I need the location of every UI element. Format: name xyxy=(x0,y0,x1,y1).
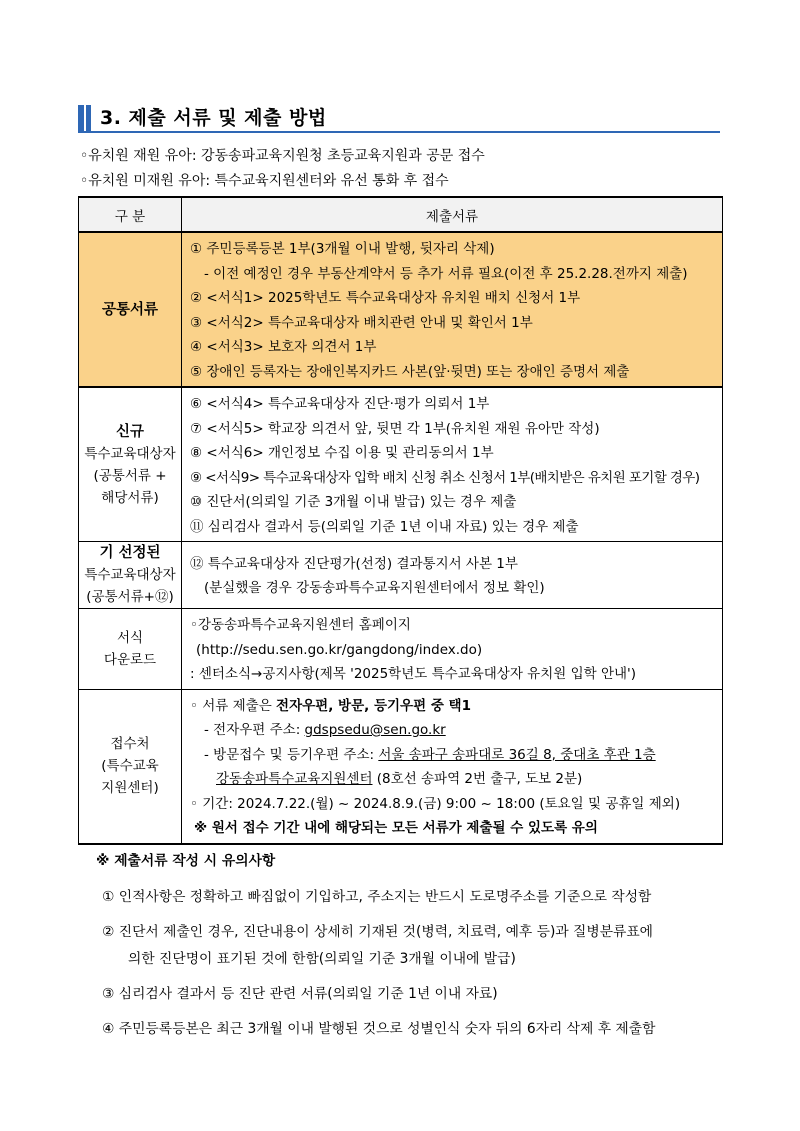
text: - 전자우편 주소: xyxy=(204,722,305,738)
doc-line: ◦강동송파특수교육지원센터 홈페이지 xyxy=(190,617,411,633)
category-label: 서식 xyxy=(116,629,144,646)
section-heading xyxy=(78,103,720,133)
download-info xyxy=(182,609,723,690)
doc-line xyxy=(190,694,716,719)
table-row-new xyxy=(79,387,723,542)
col-header-documents: 제출서류 xyxy=(182,197,723,232)
table-row-download xyxy=(79,609,723,690)
table-header-row xyxy=(79,197,723,232)
category-existing xyxy=(79,542,182,609)
category-label: 특수교육대상자 xyxy=(84,567,176,583)
doc-line xyxy=(190,718,716,743)
doc-line: ⑥ <서식4> 특수교육대상자 진단·평가 의뢰서 1부 xyxy=(190,396,490,412)
doc-line xyxy=(190,767,716,792)
doc-line: ⑦ <서식5> 학교장 의견서 앞, 뒷면 각 1부(유치원 재원 유아만 작성) xyxy=(190,420,600,437)
category-common xyxy=(79,232,182,387)
documents-table xyxy=(78,196,723,845)
doc-line: ④ <서식3> 보호자 의견서 1부 xyxy=(190,339,377,355)
note-item: ③ 심리검사 결과서 등 진단 관련 서류(의뢰일 기준 1년 이내 자료) xyxy=(102,986,498,1002)
doc-line: ⑫ 특수교육대상자 진단평가(선정) 결과통지서 사본 1부 xyxy=(190,555,518,572)
note-item: 의한 진단명이 표기된 것에 한함(의뢰일 기준 3개월 이내에 발급) xyxy=(128,951,516,967)
category-label: (공통서류+⑫) xyxy=(86,589,174,605)
text: ◦ 서류 제출은 xyxy=(190,697,277,714)
new-documents xyxy=(182,387,723,542)
note-item: ① 인적사항은 정확하고 빠짐없이 기입하고, 주소지는 반드시 도로명주소를 기준으로 작성함 xyxy=(102,889,652,905)
text: - 방문접수 및 등기우편 주소: xyxy=(204,746,379,763)
section-title: 3. 제출 서류 및 제출 방법 xyxy=(100,107,327,129)
doc-line xyxy=(190,743,716,768)
notes-section xyxy=(96,850,736,1043)
category-label: 지원센터) xyxy=(101,780,159,796)
homepage-link[interactable]: (http://sedu.sen.go.kr/gangdong/index.do) xyxy=(196,641,483,658)
address-text: 서울 송파구 송파대로 36길 8, 중대초 후관 1층 xyxy=(378,746,656,763)
doc-line: ① 주민등록등본 1부(3개월 이내 발행, 뒷자리 삭제) xyxy=(190,241,495,257)
note-item: ② 진단서 제출인 경우, 진단내용이 상세히 기재된 것(병력, 치료력, 예후 등)과 질병분류표에 xyxy=(102,924,654,940)
address-text: 강동송파특수교육지원센터 xyxy=(216,771,373,787)
intro-line: ◦유치원 재원 유아: 강동송파교육지원청 초등교육지원과 공문 접수 xyxy=(80,148,485,164)
category-label: (공통서류 + xyxy=(93,467,167,484)
category-label: 공통서류 xyxy=(101,301,159,318)
doc-line: ③ <서식2> 특수교육대상자 배치관련 안내 및 확인서 1부 xyxy=(190,314,533,331)
heading-accent-bar xyxy=(78,105,84,131)
category-label: 신규 xyxy=(115,423,144,440)
warning-note: ※ 원서 접수 기간 내에 해당되는 모든 서류가 제출될 수 있도록 유의 xyxy=(194,820,598,836)
category-reception xyxy=(79,689,182,844)
category-download xyxy=(79,609,182,690)
category-label: (특수교육 xyxy=(101,758,159,774)
doc-line: ⑧ <서식6> 개인정보 수집 이용 및 관리동의서 1부 xyxy=(190,445,494,461)
category-label: 특수교육대상자 xyxy=(84,445,176,462)
category-label: 다운로드 xyxy=(103,651,157,668)
heading-accent-bar xyxy=(86,105,91,131)
doc-line: - 이전 예정인 경우 부동산계약서 등 추가 서류 필요(이전 후 25.2.28.전까지 제출) xyxy=(204,265,688,282)
doc-line: ② <서식1> 2025학년도 특수교육대상자 유치원 배치 신청서 1부 xyxy=(190,290,581,306)
doc-line: ◦ 기간: 2024.7.22.(월) ~ 2024.8.9.(금) 9:00 ~ 18:00 (토요일 및 공휴일 제외) xyxy=(190,795,681,812)
table-row-reception xyxy=(79,689,723,844)
reception-info xyxy=(182,689,723,844)
doc-line: (분실했을 경우 강동송파특수교육지원센터에서 정보 확인) xyxy=(204,580,545,596)
text: (8호선 송파역 2번 출구, 도보 2분) xyxy=(372,771,583,787)
note-item: ④ 주민등록등본은 최근 3개월 이내 발행된 것으로 성별인식 숫자 뒤의 6자리 삭제 후 제출함 xyxy=(102,1021,656,1037)
doc-line: ⑤ 장애인 등록자는 장애인복지카드 사본(앞·뒷면) 또는 장애인 증명서 제출 xyxy=(190,363,630,380)
col-header-category: 구 분 xyxy=(79,197,182,232)
notes-title: ※ 제출서류 작성 시 유의사항 xyxy=(96,853,276,869)
email-link[interactable]: gdspsedu@sen.go.kr xyxy=(304,722,446,738)
doc-line: : 센터소식→공지사항(제목 '2025학년도 특수교육대상자 유치원 입학 안내') xyxy=(190,666,637,682)
table-row-existing xyxy=(79,542,723,609)
doc-line: ⑨ <서식9> 특수교육대상자 입학 배치 신청 취소 신청서 1부(배치받은 유치원 포기할 경우) xyxy=(190,469,700,486)
category-label: 해당서류) xyxy=(101,489,159,506)
doc-line: ⑪ 심리검사 결과서 등(의뢰일 기준 1년 이내 자료) 있는 경우 제출 xyxy=(190,518,579,535)
table-row-common xyxy=(79,232,723,387)
category-new xyxy=(79,387,182,542)
category-label: 접수처 xyxy=(110,736,150,752)
doc-line: ⑩ 진단서(의뢰일 기준 3개월 이내 발급) 있는 경우 제출 xyxy=(190,494,517,510)
common-documents xyxy=(182,232,723,387)
heading-underline xyxy=(78,131,720,133)
category-label: 기 선정된 xyxy=(99,545,161,561)
submission-methods: 전자우편, 방문, 등기우편 중 택1 xyxy=(276,697,471,714)
intro-line: ◦유치원 미재원 유아: 특수교육지원센터와 유선 통화 후 접수 xyxy=(80,173,449,189)
existing-documents xyxy=(182,542,723,609)
